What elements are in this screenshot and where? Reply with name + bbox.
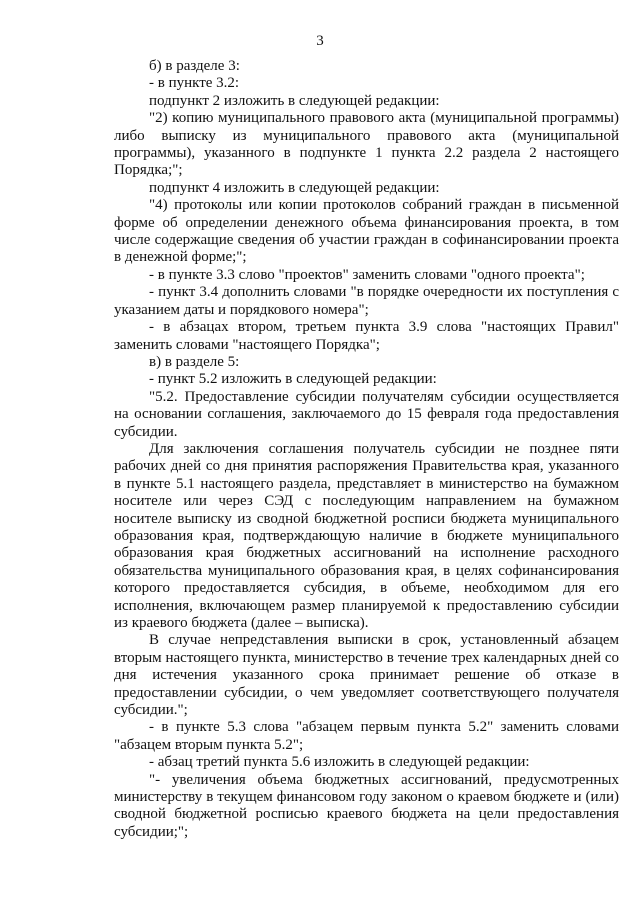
- paragraph: "4) протоколы или копии протоколов собраний граждан в письменной форме об определении денежного объема финансирования проекта, в том числе содержащие сведения об участии граждан в софинансировании проекта в денежной форме;";: [114, 197, 619, 266]
- paragraph: подпункт 2 изложить в следующей редакции:: [149, 92, 440, 109]
- paragraph: В случае непредставления выписки в срок, установленный абзацем вторым настоящего пункта, министерство в течение трех календарных дней со дня истечения указанного срока принимает решение об отказе в предоставлении субсидии, о чем уведомляет соответствующего получателя субсидии.";: [114, 632, 619, 719]
- paragraph: - в пункте 3.3 слово "проектов" заменить словами "одного проекта";: [149, 266, 585, 283]
- paragraph: - в абзацах втором, третьем пункта 3.9 слова "настоящих Правил" заменить словами "настоящего Порядка";: [114, 319, 619, 353]
- paragraph: - в пункте 5.3 слова "абзацем первым пункта 5.2" заменить словами "абзацем вторым пункта 5.2";: [114, 719, 619, 753]
- paragraph: "- увеличения объема бюджетных ассигнований, предусмотренных министерству в текущем финансовом году законом о краевом бюджете и (или) сводной бюджетной росписью краевого бюджета на цели предоставления субсидии;";: [114, 771, 619, 840]
- paragraph: - абзац третий пункта 5.6 изложить в следующей редакции:: [149, 754, 530, 771]
- paragraph: б) в разделе 3:: [149, 58, 240, 74]
- paragraph: "2) копию муниципального правового акта (муниципальной программы) либо выписку из муниципального правового акта (муниципальной программы), указанного в подпункте 1 пункта 2.2 раздела 2 настоящего Порядка;";: [114, 110, 619, 179]
- page-number: 3: [316, 33, 324, 49]
- paragraph: - в пункте 3.2:: [149, 75, 240, 92]
- paragraph: - пункт 3.4 дополнить словами "в порядке очередности их поступления с указанием даты и порядкового номера";: [114, 284, 619, 318]
- paragraph: "5.2. Предоставление субсидии получателям субсидии осуществляется на основании соглашения, заключаемого до 15 февраля года предоставления субсидии.: [114, 388, 619, 440]
- paragraph: Для заключения соглашения получатель субсидии не позднее пяти рабочих дней со дня принятия распоряжения Правительства края, указанного в пункте 5.1 настоящего раздела, представляет в министерство на бумажном носителе или через СЭД с последующим направлением на бумажном носителе выписку из сводной бюджетной росписи бюджета муниципального образования края, подтверждающую наличие в бюджете муниципального образования края бюджетных ассигнований на исполнение расходного обязательства муниципального образования края, в целях софинансирования которого предоставляется субсидия, в объеме, необходимом для его исполнения, включающем размер планируемой к предоставлению субсидии из краевого бюджета (далее – выписка).: [114, 440, 619, 631]
- document-body: [114, 58, 619, 841]
- paragraph: - пункт 5.2 изложить в следующей редакции:: [149, 371, 437, 388]
- paragraph: в) в разделе 5:: [149, 353, 240, 370]
- paragraph: подпункт 4 изложить в следующей редакции:: [149, 179, 440, 196]
